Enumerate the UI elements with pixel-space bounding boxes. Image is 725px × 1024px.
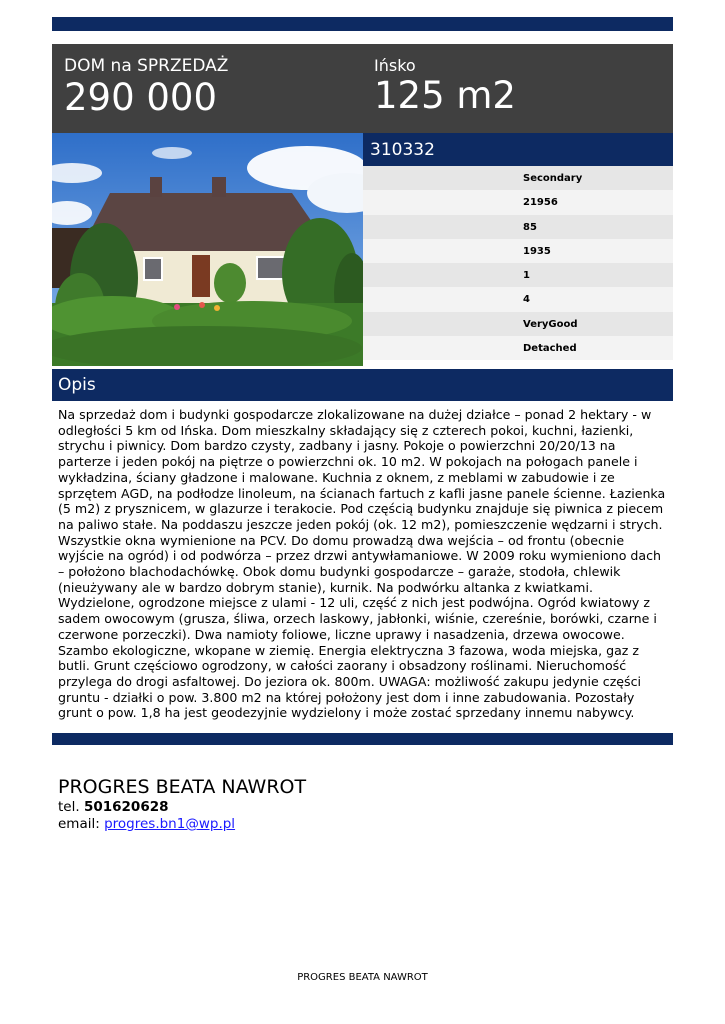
details-table — [363, 166, 673, 360]
detail-row — [363, 166, 673, 190]
email-label: email: — [58, 816, 100, 832]
detail-row — [363, 312, 673, 336]
detail-row — [363, 190, 673, 214]
detail-value: 21956 — [523, 197, 558, 209]
phone-label: tel. — [58, 799, 80, 815]
description-title: Opis — [58, 375, 96, 395]
detail-row — [363, 263, 673, 287]
listing-price: 290 000 — [64, 76, 218, 119]
property-photo — [52, 133, 363, 366]
agent-contact — [58, 776, 306, 833]
description-text: Na sprzedaż dom i budynki gospodarcze zlokalizowane na dużej działce – ponad 2 hektary - w odległości 5 km od Ińska. Dom mieszkalny składający się z czterech pokoi, kuchni, łazienki, strychu i piwnicy. Dom bardzo czysty, zadbany i jasny. Pokoje o powierzchni 20/20/13 na parterze i jeden pokój na piętrze o powierzchni ok. 10 m2. W pokojach na połogach panele i wykładzina, ściany gładzone i malowane. Kuchnia z oknem, z meblami w zabudowie i ze sprzętem AGD, na podłodze linoleum, na ścianach fartuch z kafli jasne panele ścienne. Łazienka (5 m2) z prysznicem, w glazurze i terakocie. Pod częścią budynku znajduje się piwnica z piecem na paliwo stałe. Na poddaszu jeszcze jeden pokój (ok. 12 m2), pomieszczenie wędzarni i strych. Wszystkie okna wymienione na PCV. Do domu prowadzą dwa wejścia – od frontu (obecnie wyjście na ogród) i od podwórza – przez drzwi antywłamaniowe. W 2009 roku wymieniono dach – położono blachodachówkę. Obok domu budynki gospodarcze – garaże, stodoła, chlewik (nieużywany ale w bardzo dobrym stanie), kurnik. Na podwórku altanka z kwiatkami. Wydzielone, ogrodzone miejsce z ulami - 12 uli, część z nich jest podwójna. Ogród kwiatowy z sadem owocowym (grusza, śliwa, orzech laskowy, jabłonki, wiśnie, czereśnie, borówki, czarne i czerwone porzeczki). Dwa namioty foliowe, liczne uprawy i nasadzenia, drzewa owocowe. Szambo ekologiczne, wkopane w ziemię. Energia elektryczna 3 fazowa, woda miejska, gaz z butli. Grunt częściowo ogrodzony, w całości zaorany i obsadzony roślinami. Nieruchomość przylega do drogi asfaltowej. Do jeziora ok. 800m. UWAGA: możliwość zakupu jedynie części gruntu - działki o pow. 3.800 m2 na której położony jest dom i inne zabudowania. Pozostały grunt o pow. 1,8 ha jest geodezyjnie wydzielony i może zostać sprzedany innemu nabywcy. — [58, 407, 666, 721]
detail-value: 4 — [523, 294, 530, 306]
top-decorative-bar — [52, 17, 673, 31]
phone-number: 501620628 — [83, 799, 169, 815]
listing-type: DOM na SPRZEDAŻ — [64, 56, 229, 76]
detail-value: VeryGood — [523, 318, 578, 330]
agent-phone-line — [58, 799, 306, 816]
detail-value: 1935 — [523, 245, 551, 257]
description-header — [52, 369, 673, 401]
listing-id-bar — [363, 133, 673, 166]
listing-id: 310332 — [370, 140, 435, 160]
page-footer: PROGRES BEATA NAWROT — [297, 972, 428, 983]
detail-value: 1 — [523, 270, 530, 282]
email-link[interactable]: progres.bn1@wp.pl — [104, 816, 236, 832]
detail-row — [363, 239, 673, 263]
listing-area: 125 m2 — [374, 74, 516, 117]
listing-city: Ińsko — [374, 56, 416, 75]
detail-row — [363, 336, 673, 360]
agent-email-line — [58, 816, 306, 833]
detail-value: Detached — [523, 343, 577, 355]
detail-value: Secondary — [523, 173, 583, 184]
detail-value: 85 — [523, 221, 537, 233]
agent-name: PROGRES BEATA NAWROT — [58, 776, 307, 798]
detail-row — [363, 287, 673, 311]
detail-row — [363, 215, 673, 239]
section-divider-bar — [52, 733, 673, 745]
listing-header — [52, 44, 673, 133]
